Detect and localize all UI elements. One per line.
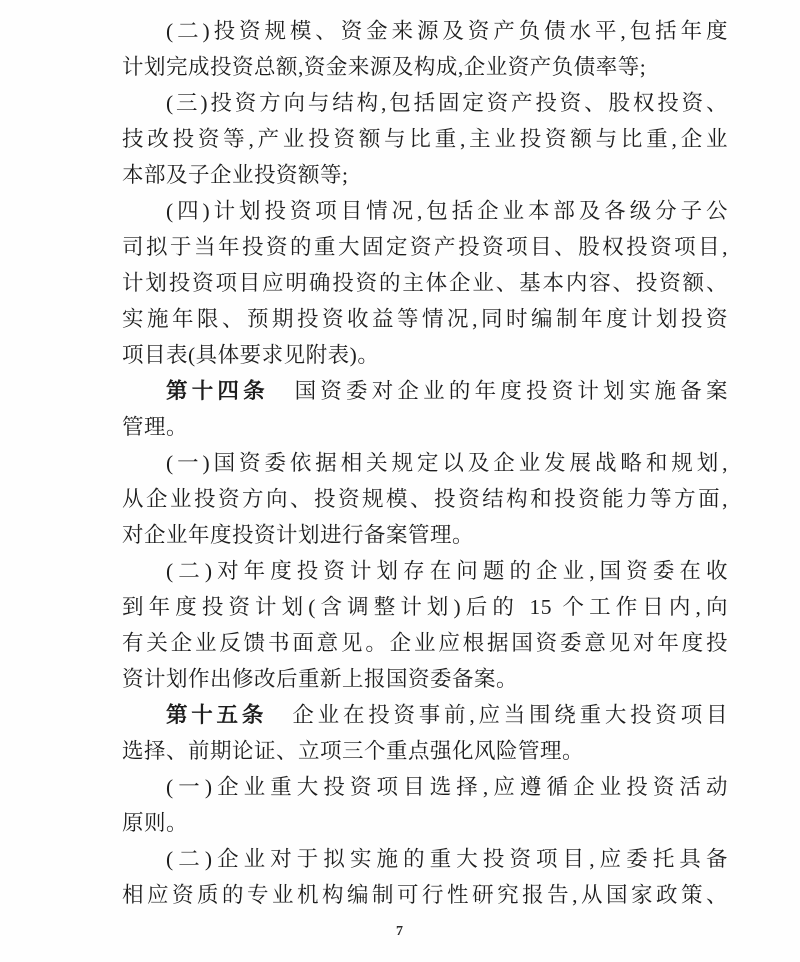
text-line: [122, 301, 728, 337]
text-line: [122, 373, 728, 409]
text-line: [122, 265, 728, 301]
text-line: [122, 517, 728, 553]
text-line: [122, 769, 728, 805]
line-text: 对企业年度投资计划进行备案管理。: [122, 523, 475, 547]
line-text: 相应资质的专业机构编制可行性研究报告,从国家政策、: [122, 883, 728, 907]
line-text: 本部及子企业投资额等;: [122, 163, 349, 187]
line-text: 项目表(具体要求见附表)。: [122, 343, 380, 367]
line-text: 国资委对企业的年度投资计划实施备案: [268, 379, 728, 403]
text-line: [122, 697, 728, 733]
text-line: [122, 661, 728, 697]
line-text: 实施年限、预期投资收益等情况,同时编制年度计划投资: [122, 307, 728, 331]
line-text: 管理。: [122, 415, 189, 439]
line-text: 计划完成投资总额,资金来源及构成,企业资产负债率等;: [122, 55, 647, 79]
line-text: (一)企业重大投资项目选择,应遵循企业投资活动: [166, 775, 728, 799]
line-text: 从企业投资方向、投资规模、投资结构和投资能力等方面,: [122, 487, 728, 511]
text-line: [122, 121, 728, 157]
line-text: 技改投资等,产业投资额与比重,主业投资额与比重,企业: [122, 127, 728, 151]
text-block: [122, 13, 728, 913]
text-line: [122, 841, 728, 877]
text-line: [122, 481, 728, 517]
article-number: 第十五条: [166, 703, 268, 727]
page-number: 7: [396, 924, 404, 939]
text-line: [122, 877, 728, 913]
line-text: 有关企业反馈书面意见。企业应根据国资委意见对年度投: [122, 631, 728, 655]
text-line: [122, 625, 728, 661]
line-text: (二)投资规模、资金来源及资产负债水平,包括年度: [166, 19, 728, 43]
line-text: 选择、前期论证、立项三个重点强化风险管理。: [122, 739, 585, 763]
article-number: 第十四条: [166, 379, 269, 403]
text-line: [122, 733, 728, 769]
text-line: [122, 805, 728, 841]
line-text: (三)投资方向与结构,包括固定资产投资、股权投资、: [166, 91, 728, 115]
text-line: [122, 337, 728, 373]
line-text: (一)国资委依据相关规定以及企业发展战略和规划,: [166, 451, 728, 475]
text-line: [122, 409, 728, 445]
text-line: [122, 445, 728, 481]
line-text: 计划投资项目应明确投资的主体企业、基本内容、投资额、: [122, 271, 728, 295]
line-text: 企业在投资事前,应当围绕重大投资项目: [267, 703, 728, 727]
text-line: [122, 157, 728, 193]
line-text: 司拟于当年投资的重大固定资产投资项目、股权投资项目,: [122, 235, 728, 259]
text-line: [122, 229, 728, 265]
text-line: [122, 553, 728, 589]
text-line: [122, 193, 728, 229]
line-text: (二)对年度投资计划存在问题的企业,国资委在收: [166, 559, 728, 583]
line-text: 原则。: [122, 811, 189, 835]
line-text: 资计划作出修改后重新上报国资委备案。: [122, 667, 519, 691]
text-line: [122, 13, 728, 49]
text-line: [122, 589, 728, 625]
line-text: (四)计划投资项目情况,包括企业本部及各级分子公: [166, 199, 728, 223]
line-text: 到年度投资计划(含调整计划)后的 15 个工作日内,向: [122, 595, 728, 619]
text-line: [122, 85, 728, 121]
line-text: (二)企业对于拟实施的重大投资项目,应委托具备: [166, 847, 728, 871]
text-line: [122, 49, 728, 85]
